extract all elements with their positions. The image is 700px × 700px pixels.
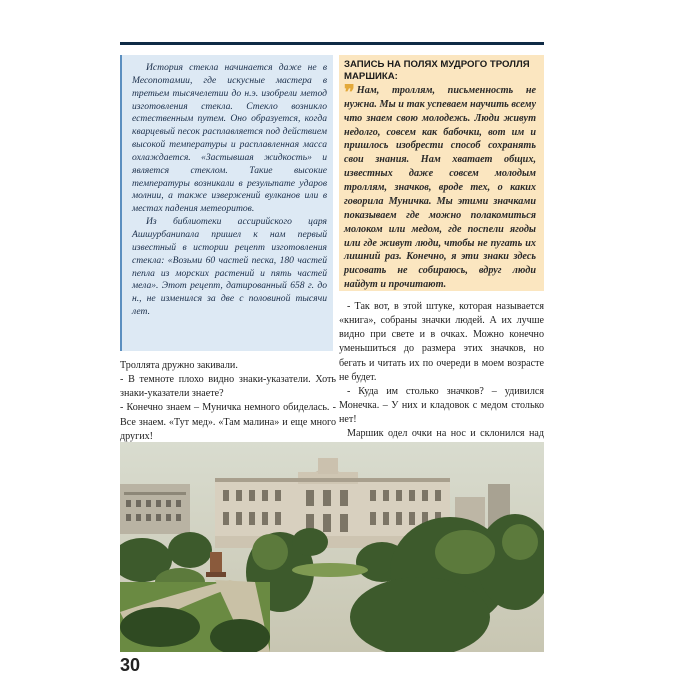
troll-note-text: Нам, троллям, письменность не нужна. Мы и так успеваем научить всему что знаем свою молодежь. Люди живут недолго, совсем как бабочки, вот им и пришлось изобрести способ сохранять свои знания. Нам хватает общих, известных даже совсем молодым троллям, значков, вроде тех, о каких говорила Муничка. Мы этими значками показываем где можно полакомиться молоком или медом, где поспели ягоды или где живут люди, чтобы не пугать их лишний раз. Конечно, я эти знаки здесь рисовать не собираюсь, вдруг люди найдут и прочитают. [344, 84, 536, 291]
quote-icon: ❞ [344, 81, 355, 104]
note-paragraph: История стекла начинается даже не в Месопотамии, где искусные мастера в третьем тысячелетии до н.э. изобрели метод изготовления стекла. Стекло возникло естественным путем. Оно образуется, когда кварцевый песок расплавляется под действием высокой температуры и расплавленная масса охлаждается. «Застывшая жидкость» и является стеклом. Такие высокие температуры возникали в результате ударов молнии, а также извержений вулканов или в местах падения метеоритов. [132, 62, 327, 215]
university-building-photo [120, 442, 544, 652]
page-number: 30 [120, 655, 141, 675]
story-paragraph: - Так вот, в этой штуке, которая называется «книга», собраны значки людей. А их лучше видно при свете и в очках. Можно конечно уменьшиться до размера этих значков, но бегать и читать их по очереди в моем возрасте не будет. [339, 301, 544, 383]
story-line: - Конечно знаем – Муничка немного обиделась. - Все знаем. «Тут мед». «Там малина» и еще много других! [120, 402, 336, 442]
troll-note-body [344, 81, 536, 292]
history-note-box [120, 55, 333, 351]
troll-margin-note [339, 55, 544, 291]
top-rule [120, 42, 544, 45]
left-column-text [120, 359, 336, 444]
story-paragraph: - Куда им столько значков? – удивился Монечка. – У них и кладовок с медом столько нет! [339, 385, 544, 425]
story-line: - В темноте плохо видно знаки-указатели. Хоть знаки-указатели знаете? [120, 374, 336, 400]
story-paragraph: Маршик одел очки на нос и склонился над [347, 428, 544, 440]
troll-note-title: ЗАПИСЬ НА ПОЛЯХ МУДРОГО ТРОЛЛЯ МАРШИКА: [344, 59, 530, 82]
story-line: Троллята дружно закивали. [120, 360, 238, 371]
note-paragraph: Из библиотеки ассирийского царя Ашшурбанипала пришел к нам первый известный в истории рецепт изготовления стекла: «Возьми 60 частей песка, 180 частей пепла из морских растений и пять частей мела». Этот рецепт, датированный 658 г. до н., не изменился за две с половиной тысячи лет. [132, 216, 327, 318]
right-column-text [339, 300, 544, 455]
